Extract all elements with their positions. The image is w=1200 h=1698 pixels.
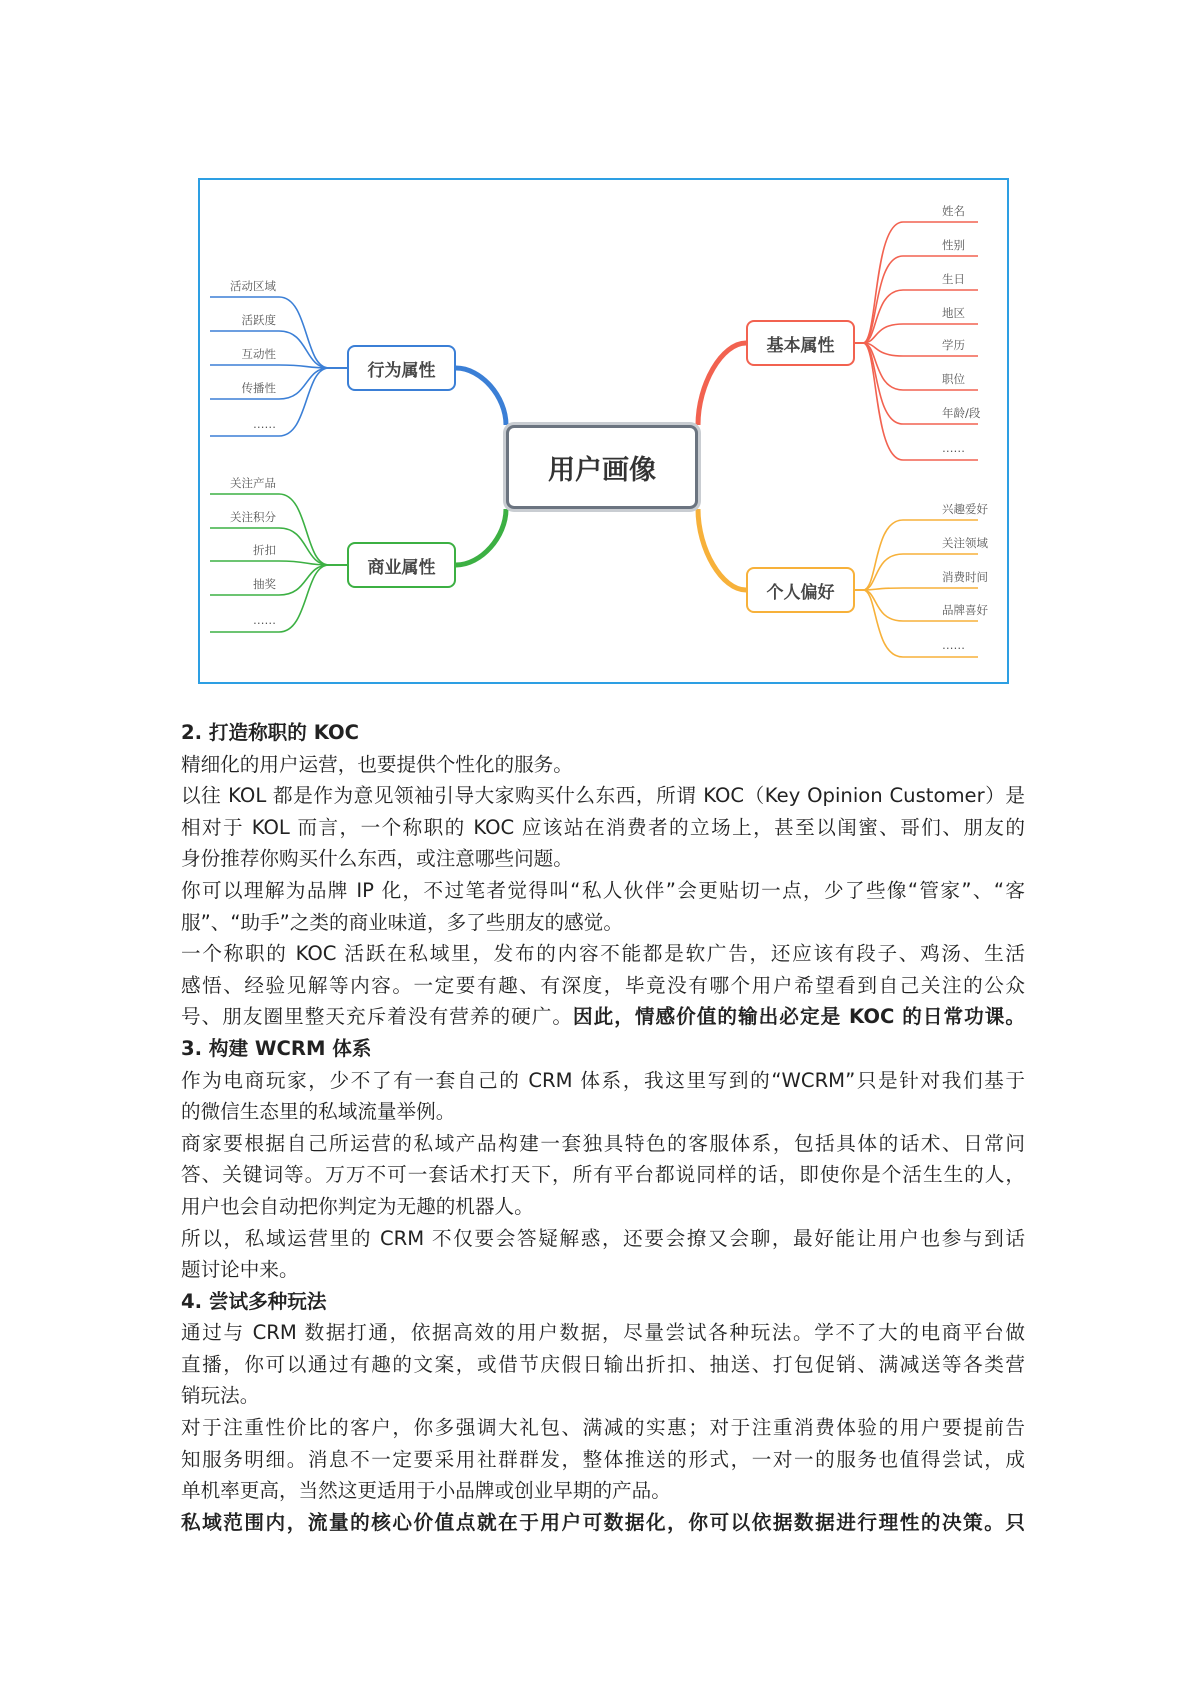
mindmap-leaf-label: 消费时间 xyxy=(942,570,988,584)
section-heading-line xyxy=(181,1286,1025,1318)
mindmap-leaf-label: 生日 xyxy=(942,272,965,286)
paragraph-line xyxy=(181,1349,1025,1381)
line-text: 通过与 CRM 数据打通，依据高效的用户数据，尽量尝试各种玩法。学不了大的电商平台做 xyxy=(181,1321,1025,1345)
mindmap-leaf-label: 关注积分 xyxy=(230,510,276,524)
paragraph-line xyxy=(181,1380,1025,1412)
line-text: 一个称职的 KOC 活跃在私域里，发布的内容不能都是软广告，还应该有段子、鸡汤、生活 xyxy=(181,942,1025,966)
paragraph-line xyxy=(181,1475,1025,1507)
mindmap-leaf-label: …… xyxy=(253,417,276,431)
line-text: 以往 KOL 都是作为意见领袖引导大家购买什么东西，所谓 KOC（Key Opinion Customer）是 xyxy=(181,784,1025,808)
section-heading-line xyxy=(181,1507,1025,1539)
line-text: 答、关键词等。万万不可一套话术打天下，所有平台都说同样的话，即使你是个活生生的人， xyxy=(181,1163,1025,1187)
paragraph-line xyxy=(181,1001,1025,1033)
section-heading-line xyxy=(181,717,1025,749)
mindmap-leaf-label: 学历 xyxy=(942,338,965,352)
line-text: 知服务明细。消息不一定要采用社群群发，整体推送的形式，一对一的服务也值得尝试，成 xyxy=(181,1447,1025,1471)
mindmap-leaf-label: 传播性 xyxy=(241,381,276,395)
line-text: 3. 构建 WCRM 体系 xyxy=(181,1036,372,1060)
mindmap-node-preference: 个人偏好 xyxy=(746,567,855,613)
connector-behavior xyxy=(456,368,506,425)
paragraph-line xyxy=(181,1317,1025,1349)
mindmap-leaf-label: 关注产品 xyxy=(230,476,276,490)
line-text: 题讨论中来。 xyxy=(181,1258,299,1282)
leaf-connector xyxy=(210,331,347,368)
mindmap-leaf-label: 关注领域 xyxy=(942,536,988,550)
mindmap-leaf-label: 互动性 xyxy=(241,347,276,361)
leaf-connector xyxy=(210,368,347,399)
line-text: 4. 尝试多种玩法 xyxy=(181,1289,327,1313)
paragraph-line xyxy=(181,938,1025,970)
mindmap-leaf-label: 性别 xyxy=(942,238,965,252)
paragraph-line xyxy=(181,812,1025,844)
mindmap-leaf-label: 品牌喜好 xyxy=(942,603,988,617)
mindmap-leaf-label: …… xyxy=(253,613,276,627)
paragraph-line xyxy=(181,749,1025,781)
leaf-connector xyxy=(210,297,347,368)
article-body xyxy=(181,717,1025,1538)
line-text: 感悟、经验见解等内容。一定要有趣、有深度，毕竟没有哪个用户希望看到自己关注的公众 xyxy=(181,973,1025,997)
line-text: 身份推荐你购买什么东西，或注意哪些问题。 xyxy=(181,847,573,871)
leaf-connector xyxy=(855,588,978,590)
line-text: 单机率更高，当然这更适用于小品牌或创业早期的产品。 xyxy=(181,1479,671,1503)
mindmap-leaf-label: …… xyxy=(942,441,965,455)
paragraph-line xyxy=(181,1223,1025,1255)
paragraph-line xyxy=(181,1254,1025,1286)
section-heading-line xyxy=(181,1033,1025,1065)
mindmap-leaf-label: 抽奖 xyxy=(253,577,276,591)
paragraph-line xyxy=(181,780,1025,812)
leaf-connector xyxy=(210,494,347,565)
paragraph-line xyxy=(181,1065,1025,1097)
line-text: 2. 打造称职的 KOC xyxy=(181,721,360,744)
line-text: 销玩法。 xyxy=(181,1384,260,1408)
paragraph-line xyxy=(181,843,1025,875)
connector-basic xyxy=(698,343,746,425)
paragraph-line xyxy=(181,970,1025,1002)
paragraph-line xyxy=(181,1412,1025,1444)
connector-preference xyxy=(698,509,746,590)
paragraph-line xyxy=(181,1191,1025,1223)
line-text: 私域范围内，流量的核心价值点就在于用户可数据化，你可以依据数据进行理性的决策。只 xyxy=(181,1510,1025,1534)
line-text: 服”、“助手”之类的商业味道，多了些朋友的感觉。 xyxy=(181,910,623,934)
paragraph-line xyxy=(181,1096,1025,1128)
line-text: 的微信生态里的私域流量举例。 xyxy=(181,1100,456,1124)
mindmap-node-basic: 基本属性 xyxy=(746,320,855,366)
user-persona-mindmap xyxy=(198,178,1009,684)
leaf-connector xyxy=(210,565,347,632)
leaf-connector xyxy=(210,565,347,595)
line-text: 直播，你可以通过有趣的文案，或借节庆假日输出折扣、抽送、打包促销、满减送等各类营 xyxy=(181,1352,1025,1376)
line-text: 精细化的用户运营，也要提供个性化的服务。 xyxy=(181,752,573,776)
mindmap-leaf-label: 年龄/段 xyxy=(942,406,981,420)
paragraph-line xyxy=(181,1128,1025,1160)
mindmap-center-node: 用户画像 xyxy=(506,425,698,509)
mindmap-leaf-label: …… xyxy=(942,638,965,652)
paragraph-line xyxy=(181,1444,1025,1476)
paragraph-line xyxy=(181,1159,1025,1191)
mindmap-leaf-label: 姓名 xyxy=(942,204,965,218)
mindmap-leaf-label: 活动区域 xyxy=(230,279,276,293)
connector-commercial xyxy=(456,509,506,565)
mindmap-leaf-label: 活跃度 xyxy=(241,313,276,327)
mindmap-leaf-label: 地区 xyxy=(942,306,965,320)
mindmap-leaf-label: 职位 xyxy=(942,372,965,386)
paragraph-line xyxy=(181,875,1025,907)
mindmap-node-commercial: 商业属性 xyxy=(347,542,456,588)
mindmap-node-behavior: 行为属性 xyxy=(347,345,456,391)
mindmap-leaf-label: 兴趣爱好 xyxy=(942,502,988,516)
paragraph-line xyxy=(181,907,1025,939)
line-text: 你可以理解为品牌 IP 化，不过笔者觉得叫“私人伙伴”会更贴切一点，少了些像“管家”、“客 xyxy=(181,878,1025,902)
leaf-connector xyxy=(210,368,347,436)
line-text: 对于注重性价比的客户，你多强调大礼包、满减的实惠；对于注重消费体验的用户要提前告 xyxy=(181,1416,1025,1440)
line-text: 号、朋友圈里整天充斥着没有营养的硬广。 xyxy=(181,1005,573,1029)
line-text: 作为电商玩家，少不了有一套自己的 CRM 体系，我这里写到的“WCRM”只是针对我们基于 xyxy=(181,1068,1025,1092)
line-text: 商家要根据自己所运营的私域产品构建一套独具特色的客服体系，包括具体的话术、日常问 xyxy=(181,1131,1025,1155)
leaf-connector xyxy=(210,528,347,565)
line-text: 相对于 KOL 而言，一个称职的 KOC 应该站在消费者的立场上，甚至以闺蜜、哥们、朋友的 xyxy=(181,815,1025,839)
bold-emphasis: 因此，情感价值的输出必定是 KOC 的日常功课。 xyxy=(573,1005,1026,1029)
mindmap-leaf-label: 折扣 xyxy=(253,543,276,557)
line-text: 所以，私域运营里的 CRM 不仅要会答疑解惑，还要会撩又会聊，最好能让用户也参与到话 xyxy=(181,1226,1025,1250)
line-text: 用户也会自动把你判定为无趣的机器人。 xyxy=(181,1194,534,1218)
